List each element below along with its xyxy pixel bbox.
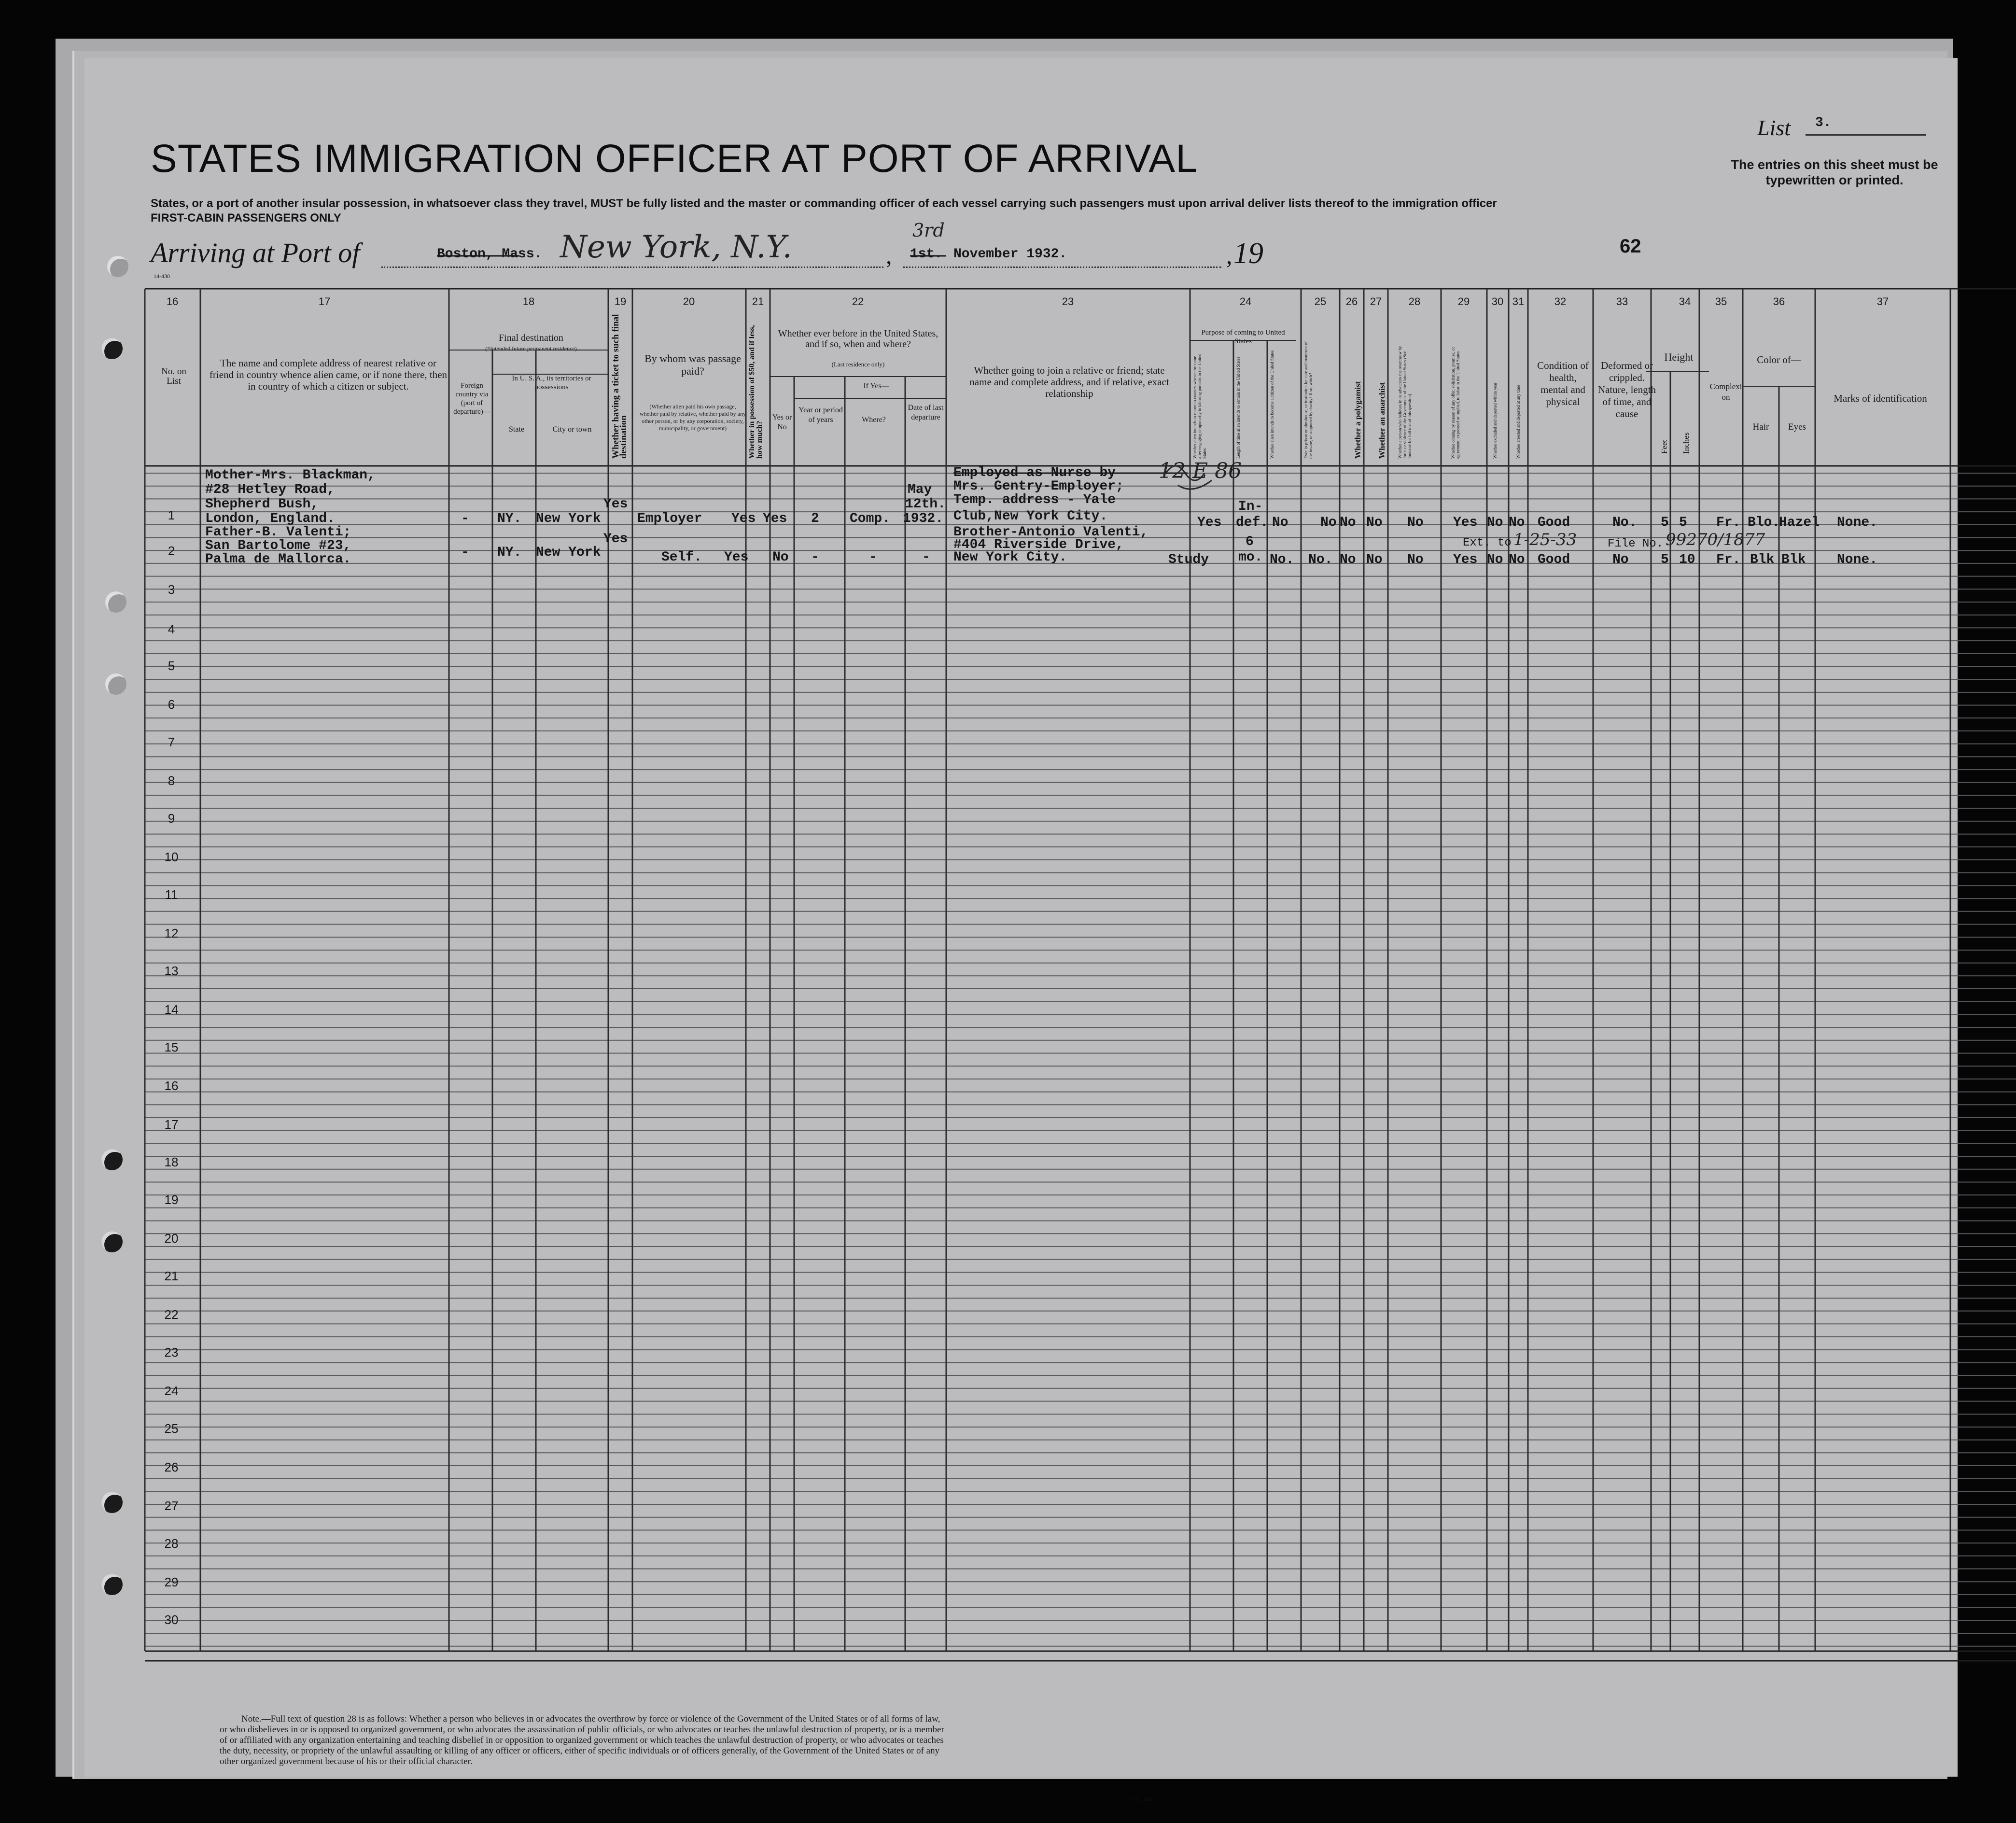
row1-relative-2: #28 Hetley Road,	[205, 482, 335, 497]
row2-deformed: No	[1612, 552, 1629, 567]
row-number: 5	[168, 659, 175, 673]
column-number: 26	[1345, 295, 1358, 308]
column-number: 36	[1773, 295, 1785, 308]
col22-yesno: Yes or No	[772, 413, 792, 431]
row2-arrested: No	[1509, 552, 1525, 567]
row1-excluded: No	[1487, 515, 1503, 530]
port-struck: Boston, Mass.	[437, 247, 543, 262]
col20-title: By whom was passage paid?	[644, 352, 741, 377]
row2-length-1: 6	[1246, 534, 1254, 549]
row1-length-1: In-	[1238, 499, 1263, 514]
row1-arrested: No	[1509, 515, 1525, 530]
column-number: 34	[1679, 295, 1691, 308]
row1-citizen: No	[1272, 515, 1288, 530]
row2-relative-1: Father-B. Valenti;	[205, 525, 351, 540]
row1-departure-1: May	[908, 482, 932, 497]
row1-offer: Yes	[1453, 515, 1478, 530]
row1-relative-1: Mother-Mrs. Blackman,	[205, 468, 376, 483]
col32-header: Condition of health, mental and physical	[1537, 360, 1589, 407]
column-number: 37	[1876, 295, 1889, 308]
col34-title: Height	[1664, 351, 1694, 363]
row2-joining-1: Brother-Antonio Valenti,	[953, 525, 1148, 540]
list-label: List	[1757, 115, 1791, 140]
col17-header: The name and complete address of nearest relative or friend in country whence alien came, or if none there, then in country of which a citizen or subject.	[209, 357, 448, 392]
row-number: 3	[168, 582, 175, 597]
row-number: 29	[164, 1575, 179, 1589]
footnote	[220, 1714, 1185, 1767]
col18-foreign: Foreign country via (port of departure)—	[453, 382, 490, 416]
subtitle-line2: FIRST-CABIN PASSENGERS ONLY	[151, 211, 341, 224]
row2-city: New York	[536, 545, 601, 560]
row1-marks: None.	[1837, 515, 1878, 530]
col24-c: Whether alien intends to become a citizen of the United States	[1270, 350, 1274, 459]
footnote-line: Note.—Full text of question 28 is as follows: Whether a person who believes in or advocates the overthrow by force or violence of the Government of the United States or of all forms of law,	[241, 1714, 940, 1724]
row1-ticket: Yes	[603, 497, 628, 512]
column-number: 24	[1239, 295, 1252, 308]
col22-date: Date of last departure	[908, 404, 944, 421]
col34-inches: Inches	[1681, 432, 1691, 454]
col22-title: Whether ever before in the United States, and if so, when and where?	[778, 328, 938, 350]
row1-joining-4: Club,New York City.	[953, 509, 1108, 524]
column-number: 18	[522, 295, 535, 308]
row1-years: 2	[811, 511, 819, 526]
row1-polygamist: No	[1340, 515, 1356, 530]
row-number: 7	[168, 735, 175, 749]
row-number: 16	[164, 1079, 179, 1093]
col37-header: Marks of identification	[1834, 393, 1927, 404]
row1-prison: No	[1320, 515, 1337, 530]
row2-departure: -	[922, 550, 930, 565]
row1-complexion: Fr.	[1716, 515, 1741, 530]
row1-purpose: Yes	[1197, 515, 1222, 530]
col26-header: Whether a polygamist	[1353, 381, 1362, 459]
row1-deformed: No.	[1612, 515, 1637, 530]
col24-title: Purpose of coming to United States	[1201, 329, 1285, 345]
row1-city: New York	[536, 511, 601, 526]
footnote-code: 14—430	[1132, 1796, 1152, 1803]
row-number: 1	[168, 508, 175, 522]
col20-sub: (Whether alien paid his own passage, whether paid by relative, whether paid by any other person, or by any corporation, society, municipality, or government)	[640, 403, 746, 432]
port-line	[381, 266, 883, 268]
footnote-line: or who disbelieves in or is opposed to organized government, or who advocates the assassination of public officials, or who advocates or teaches the unlawful destruction of property, or is a member	[220, 1725, 944, 1735]
column-number: 27	[1370, 295, 1382, 308]
row-number: 13	[164, 964, 179, 978]
col24-a: Whether alien intends to return to country whence he came after engaging temporarily in laboring pursuits in the United States	[1192, 353, 1207, 459]
row2-polygamist: No	[1340, 552, 1356, 567]
year-prefix: 19	[1233, 237, 1263, 270]
row1-departure-2: 12th.	[905, 497, 946, 512]
col18-sub: (*Intended future permanent residence)	[485, 345, 577, 352]
row1-anarchist: No	[1366, 515, 1383, 530]
row2-state: NY.	[497, 545, 522, 560]
column-number: 25	[1314, 295, 1327, 308]
row2-inches: 10	[1679, 552, 1695, 567]
row2-length-2: mo.	[1238, 550, 1263, 565]
column-number: 33	[1616, 295, 1628, 308]
col35-header: Complexion	[1709, 382, 1742, 402]
row2-joining-3: New York City.	[953, 550, 1067, 565]
row-number: 20	[164, 1231, 179, 1246]
row-number: 19	[164, 1192, 179, 1207]
row-number: 11	[165, 887, 178, 902]
list-number: 3.	[1815, 115, 1832, 130]
col30-header: Whether excluded and deported within year	[1493, 382, 1498, 459]
row2-ticket: Yes	[603, 532, 628, 547]
row-number: 6	[168, 697, 175, 712]
row1-joining-3: Temp. address - Yale	[953, 492, 1116, 507]
col18-usa: In U. S. A., its territories or possessions	[512, 375, 591, 391]
date-line	[903, 266, 1221, 268]
row1-hair: Blo.	[1748, 515, 1780, 530]
row2-has50: Yes	[724, 550, 749, 565]
col22-sub: (Last residence only)	[831, 361, 885, 368]
row-number: 12	[164, 926, 179, 940]
row2-anarchist: No	[1366, 552, 1383, 567]
row1-before: Yes	[763, 511, 787, 526]
row2-years: -	[811, 550, 819, 565]
row1-joining-2: Mrs. Gentry-Employer;	[953, 479, 1124, 494]
comma: ,	[1226, 242, 1232, 269]
column-number: 21	[752, 295, 764, 308]
row2-paid-by: Self.	[661, 550, 702, 565]
col36-title: Color of—	[1757, 354, 1801, 365]
row-number: 28	[164, 1536, 179, 1551]
subtitle-line1: States, or a port of another insular possession, in whatsoever class they travel, MUST be fully listed and the master or commanding officer of each vessel carrying such passengers must upon arrival deliver lists thereof to the immigration officer	[151, 197, 1497, 210]
col25-header: Ever in prison or almshouse, or institution for care and treatment of the insane, or supported by charity? If so, which?	[1303, 341, 1313, 459]
row-number: 22	[164, 1307, 179, 1322]
col31-header: Whether arrested and deported at any time	[1516, 385, 1521, 459]
col22-where: Where?	[862, 416, 886, 424]
footnote-line: the duty, necessity, or propriety of the unlawful assaulting or killing of any officer or officers, either of specific individuals or of officers generally, of the Government of the United States or of any	[220, 1746, 940, 1756]
row2-excluded: No	[1487, 552, 1503, 567]
arriving-label: Arriving at Port of	[151, 237, 360, 268]
row1-has50: Yes	[731, 511, 756, 526]
page-number: 62	[1620, 236, 1641, 257]
row2-citizen: No.	[1270, 552, 1294, 567]
row-number: 26	[164, 1460, 179, 1474]
column-number: 35	[1715, 295, 1727, 308]
row1-length-2: def.	[1236, 515, 1269, 530]
row-number: 14	[164, 1002, 179, 1017]
row2-before: No	[772, 550, 789, 565]
row2-feet: 5	[1661, 552, 1669, 567]
column-number: 20	[683, 295, 695, 308]
row1-relative-4: London, England.	[205, 511, 335, 526]
row-number: 15	[164, 1040, 179, 1054]
col18-title: Final destination	[499, 333, 563, 343]
date-superscript: 3rd	[912, 220, 945, 241]
row-number: 23	[164, 1345, 179, 1360]
date-struck: 1st.	[910, 247, 943, 262]
row2-relative-3: Palma de Mallorca.	[205, 552, 351, 567]
row2-purpose: Study	[1168, 552, 1209, 567]
column-number: 22	[852, 295, 864, 308]
row-number: 30	[164, 1613, 179, 1627]
col34-feet: Feet	[1660, 439, 1669, 454]
col19-header: Whether having a ticket to such final destination	[611, 314, 629, 459]
date-typed: November 1932.	[953, 247, 1067, 262]
row-number: 17	[164, 1117, 179, 1132]
form-title: STATES IMMIGRATION OFFICER AT PORT OF ARRIVAL	[151, 137, 1198, 181]
row-number: 27	[164, 1499, 179, 1513]
row2-joining-2: #404 Riverside Drive,	[953, 537, 1124, 552]
row1-feet: 5	[1661, 515, 1669, 530]
row-number: 10	[164, 850, 179, 864]
col29-header: Whether coming by reason of any offer, solicitation, promise, or agreement, expressed or implied, to labor in the United States	[1451, 347, 1460, 459]
hand-code: 12 E 86	[1159, 459, 1242, 483]
column-number: 17	[318, 295, 331, 308]
col18-city: City or town	[552, 425, 592, 434]
form-code: 14-430	[154, 273, 170, 280]
row-number: 2	[168, 544, 175, 558]
row1-eyes: Hazel	[1779, 515, 1820, 530]
column-number: 16	[166, 295, 179, 308]
row2-health: Good	[1538, 552, 1570, 567]
col22-ifyes: If Yes—	[863, 382, 889, 390]
row1-departure-3: 1932.	[903, 511, 944, 526]
col22-year: Year or period of years	[798, 406, 843, 424]
row1-state: NY.	[497, 511, 522, 526]
row1-where: Comp.	[850, 511, 891, 526]
column-number: 19	[614, 295, 627, 308]
row-number: 9	[168, 811, 175, 826]
col16-header: No. on List	[161, 366, 186, 386]
row1-q28: No	[1407, 515, 1424, 530]
row2-offer: Yes	[1453, 552, 1478, 567]
row-number: 4	[168, 622, 175, 636]
footnote-line: of or affiliated with any organization entertaining and teaching disbelief in or opposition to organized government or which teaches the unlawful destruction of property, or who advocates or teaches	[220, 1735, 944, 1745]
row2-foreign: -	[461, 545, 469, 560]
list-underline	[1806, 134, 1926, 136]
row1-foreign: -	[461, 511, 469, 526]
column-number: 32	[1554, 295, 1567, 308]
row1-paid-by: Employer	[637, 511, 702, 526]
col18-state: State	[509, 425, 524, 434]
footnote-line: other organized government because of his or their official character.	[220, 1756, 473, 1767]
row-number: 24	[164, 1384, 179, 1398]
row1-inches: 5	[1679, 515, 1687, 530]
column-number: 28	[1408, 295, 1421, 308]
row-number: 25	[164, 1421, 179, 1436]
row2-prison: No.	[1308, 552, 1333, 567]
col27-header: Whether an anarchist	[1377, 382, 1386, 459]
row2-marks: None.	[1837, 552, 1878, 567]
port-handwritten: New York, N.Y.	[560, 229, 792, 265]
col36-hair: Hair	[1752, 422, 1769, 432]
col21-header: Whether in possession of $50, and if less, how much?	[748, 325, 764, 459]
row1-health: Good	[1538, 515, 1570, 530]
column-number: 29	[1457, 295, 1470, 308]
col24-b: Length of time alien intends to remain in the United States	[1236, 357, 1241, 459]
row2-q28: No	[1407, 552, 1424, 567]
column-number: 23	[1062, 295, 1074, 308]
row2-where: -	[869, 550, 877, 565]
row2-complexion: Fr.	[1716, 552, 1741, 567]
col28-header: Whether a person who believes in or advocates the overthrow by force or violence of the Government of the United States (See footnote for full text of this question)	[1398, 346, 1412, 459]
row2-eyes: Blk	[1781, 552, 1806, 567]
ext-to-label: Ext. to	[1463, 536, 1512, 549]
col23-header: Whether going to join a relative or friend; state name and complete address, and if relative, exact relationship	[969, 365, 1169, 399]
ext-to-value: 1-25-33	[1513, 530, 1577, 549]
row1-joining-1: Employed as Nurse by	[953, 465, 1116, 480]
column-number: 31	[1512, 295, 1525, 308]
row-number: 8	[168, 773, 175, 788]
column-number: 30	[1491, 295, 1504, 308]
row1-relative-3: Shepherd Bush,	[205, 497, 319, 512]
typewritten-note: The entries on this sheet must be typewritten or printed.	[1731, 157, 1938, 187]
row2-hair: Blk	[1750, 552, 1775, 567]
row2-relative-2: San Bartolome #23,	[205, 538, 351, 553]
file-no-label: File No.	[1608, 537, 1664, 550]
col33-header: Deformed or crippled. Nature, length of time, and cause	[1597, 360, 1656, 420]
row-number: 18	[164, 1155, 179, 1169]
col36-eyes: Eyes	[1788, 422, 1806, 432]
comma: ,	[886, 242, 892, 269]
file-no-value: 99270/1877	[1666, 530, 1765, 549]
row-number: 21	[164, 1269, 179, 1283]
